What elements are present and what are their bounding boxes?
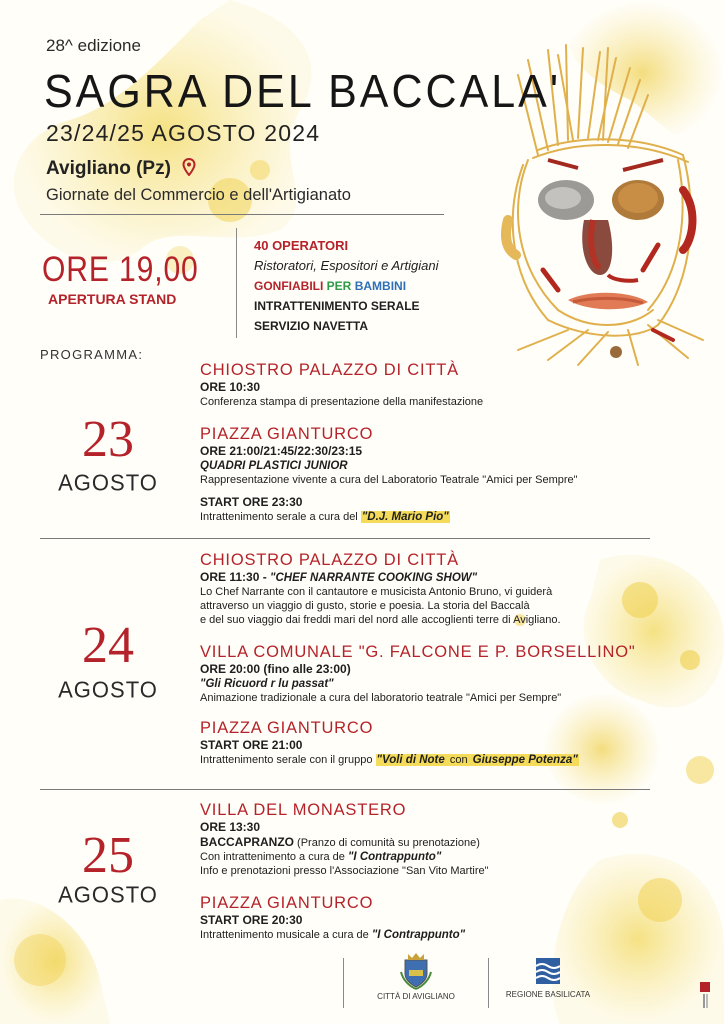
location-text: Avigliano (Pz) [46, 158, 171, 179]
opening-label: APERTURA STAND [48, 291, 177, 307]
operators-count: 40 OPERATORI [254, 238, 349, 253]
event-venue: VILLA COMUNALE "G. FALCONE E P. BORSELLINO" [200, 643, 636, 661]
event-venue: VILLA DEL MONASTERO [200, 801, 407, 819]
basilicata-crest-icon [534, 956, 562, 988]
event-subtitle: QUADRI PLASTICI JUNIOR [200, 460, 348, 472]
avigliano-label: CITTÀ DI AVIGLIANO [377, 992, 455, 1001]
day-25-event-2 [200, 893, 465, 942]
event-title: SAGRA DEL BACCALA' [44, 66, 562, 118]
basilicata-logo [500, 956, 596, 999]
event-description-line-1: Lo Chef Narrante con il cantautore e musicista Antonio Bruno, vi guiderà [200, 586, 553, 598]
gonfiabili-word: GONFIABILI [254, 279, 324, 293]
dj-name: "D.J. Mario Pio" [361, 511, 449, 523]
event-time: ORE 20:00 (fino alle 23:00) [200, 662, 351, 676]
evening-entertainment: INTRATTENIMENTO SERALE [254, 299, 420, 313]
day-23-event-1 [200, 360, 483, 409]
event-description: Intrattenimento serale con il gruppo "Voli di Note con Giuseppe Potenza" [200, 754, 578, 766]
opening-divider [236, 228, 237, 338]
band-name: "Voli di Note [376, 754, 445, 766]
avigliano-crest-icon [399, 952, 433, 990]
printer-mark-icon [698, 980, 712, 1010]
group-name: "I Contrappunto" [347, 851, 442, 863]
cooking-show-title: "CHEF NARRANTE COOKING SHOW" [270, 572, 478, 584]
day-divider-1 [40, 538, 650, 539]
highlights-list [254, 236, 438, 336]
day-24-event-2 [200, 642, 636, 705]
event-time: START ORE 21:00 [200, 738, 303, 752]
shuttle-service: SERVIZIO NAVETTA [254, 319, 369, 333]
event-subtitle: "Gli Ricuord r lu passat" [200, 678, 334, 690]
day-24-event-3 [200, 718, 579, 767]
day-24-event-1 [200, 550, 561, 627]
day-24-number: 24 [82, 617, 134, 674]
baccapranzo-line: BACCAPRANZO (Pranzo di comunità su prenotazione) [200, 835, 480, 849]
avigliano-logo [356, 952, 476, 1001]
booking-info: Info e prenotazioni presso l'Associazione "San Vito Martire" [200, 865, 489, 877]
day-23-month: AGOSTO [58, 469, 158, 496]
event-description: Rappresentazione vivente a cura del Laboratorio Teatrale "Amici per Sempre" [200, 474, 578, 486]
group-name: "I Contrappunto" [371, 929, 466, 941]
event-time-line: ORE 11:30 - "CHEF NARRANTE COOKING SHOW" [200, 570, 478, 584]
event-venue: PIAZZA GIANTURCO [200, 894, 374, 912]
event-venue: PIAZZA GIANTURCO [200, 719, 374, 737]
day-23-event-2 [200, 424, 578, 524]
gonfiabili-bambini: BAMBINI [354, 279, 407, 293]
event-description: Animazione tradizionale a cura del laboratorio teatrale "Amici per Sempre" [200, 692, 562, 704]
day-25-number: 25 [82, 827, 134, 884]
event-description-line-2: attraverso un viaggio di gusto, storie e poesia. La storia del Baccalà [200, 600, 530, 612]
event-description: Intrattenimento musicale a cura de "I Contrappunto" [200, 929, 466, 941]
operators-description: Ristoratori, Espositori e Artigiani [254, 258, 439, 273]
event-time: ORE 10:30 [200, 380, 261, 394]
event-time: ORE 21:00/21:45/22:30/23:15 [200, 444, 363, 458]
footer-divider-mid [488, 958, 489, 1008]
programma-label: PROGRAMMA: [40, 347, 144, 362]
day-25-month: AGOSTO [58, 881, 158, 908]
event-dates: 23/24/25 AGOSTO 2024 [46, 120, 321, 146]
day-23-number: 23 [82, 411, 134, 468]
footer-divider-left [343, 958, 344, 1008]
opening-time: ORE 19,00 [42, 250, 199, 289]
day-divider-2 [40, 789, 650, 790]
day-25-event-1 [200, 800, 489, 878]
event-subtitle: Giornate del Commercio e dell'Artigianato [46, 186, 351, 204]
event-description-2: Intrattenimento serale a cura del "D.J. Mario Pio" [200, 511, 449, 523]
gonfiabili-line [254, 276, 438, 296]
event-description: Conferenza stampa di presentazione della manifestazione [200, 396, 484, 408]
header-divider [40, 214, 444, 215]
gonfiabili-per: PER [326, 279, 352, 293]
performer-name: Giuseppe Potenza" [472, 754, 578, 766]
event-location [46, 158, 196, 180]
event-venue: CHIOSTRO PALAZZO DI CITTÀ [200, 361, 459, 379]
event-time-2: START ORE 23:30 [200, 495, 303, 509]
edition-label: 28^ edizione [46, 36, 141, 55]
event-description: Con intrattenimento a cura de "I Contrappunto" [200, 851, 442, 863]
map-pin-icon [182, 158, 196, 176]
basilicata-label: REGIONE BASILICATA [505, 990, 591, 999]
day-24-month: AGOSTO [58, 676, 158, 703]
event-time: START ORE 20:30 [200, 913, 303, 927]
event-venue: PIAZZA GIANTURCO [200, 425, 374, 443]
event-description-line-3: e del suo viaggio dai freddi mari del nord alle accoglienti terre di Avigliano. [200, 614, 561, 626]
event-venue: CHIOSTRO PALAZZO DI CITTÀ [200, 551, 459, 569]
event-time: ORE 13:30 [200, 820, 261, 834]
